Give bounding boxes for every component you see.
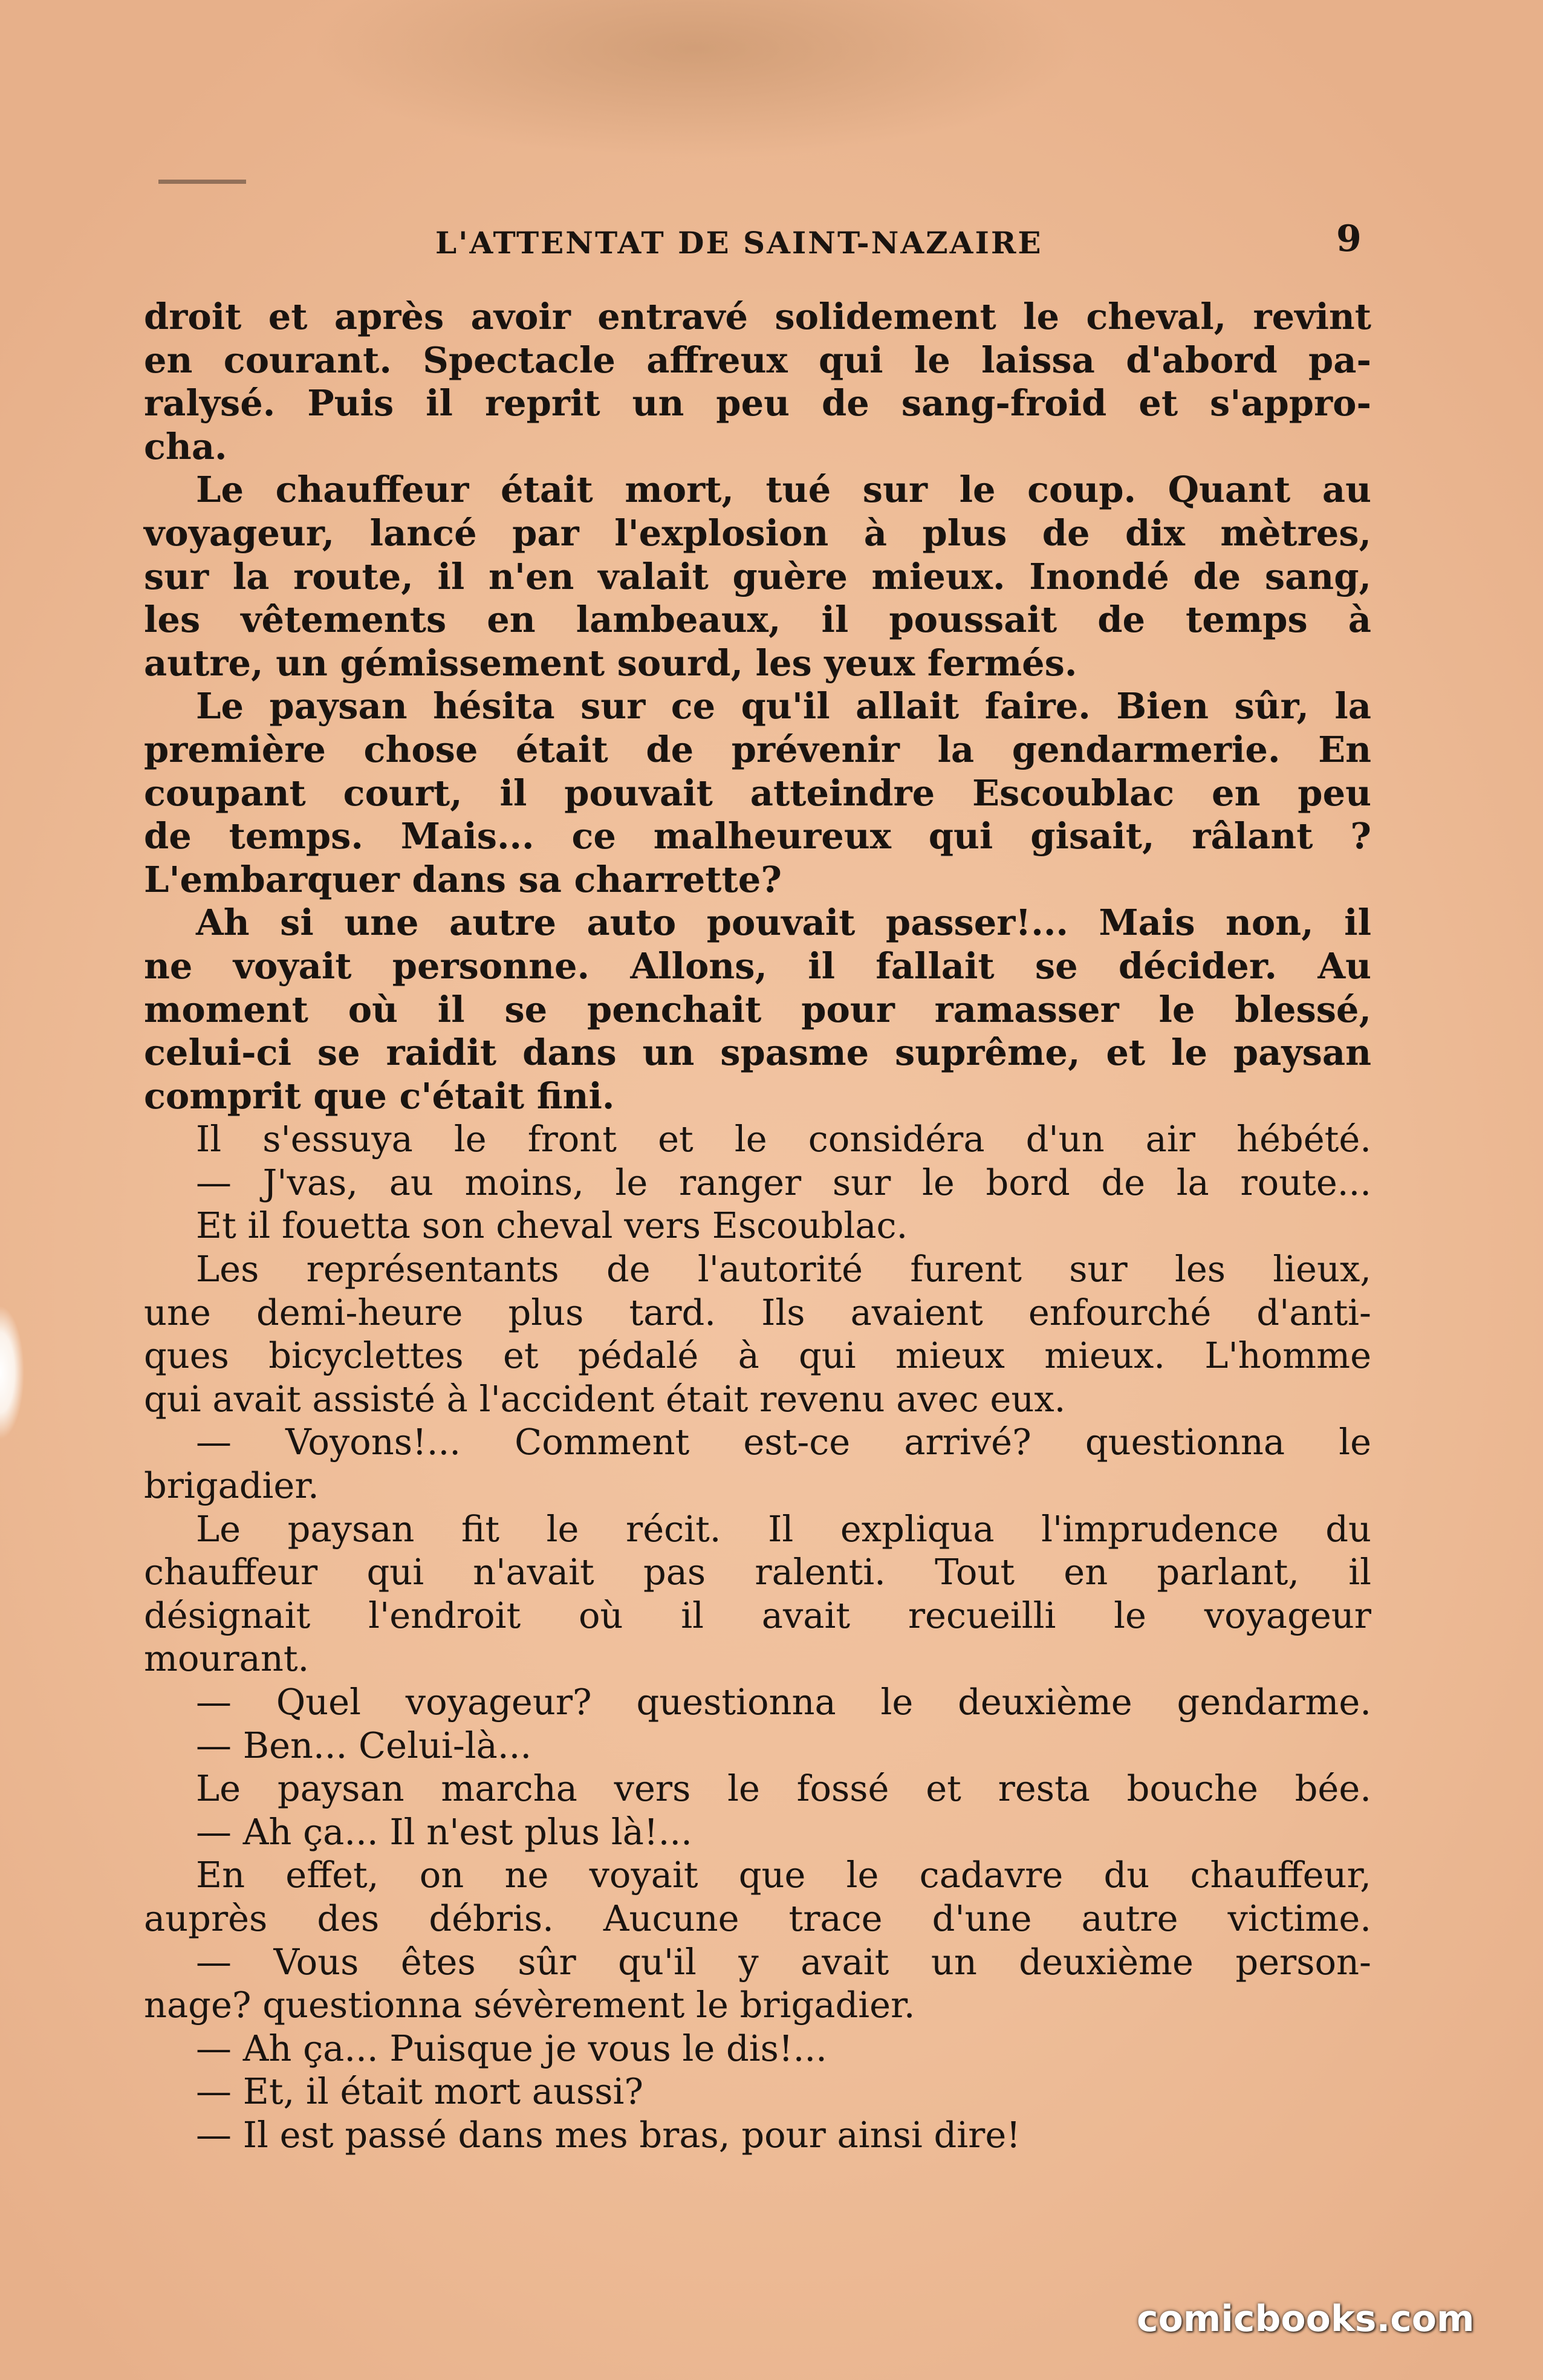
text-line: celui-ci se raidit dans un spasme suprême, et le paysan [144, 1032, 1371, 1074]
text-line: en courant. Spectacle affreux qui le laissa d'abord pa- [144, 339, 1371, 381]
text-line: nage? questionna sévèrement le brigadier. [144, 1984, 915, 2026]
text-line: une demi-heure plus tard. Ils avaient enfourché d'anti- [144, 1291, 1371, 1333]
text-line: Le paysan fit le récit. Il expliqua l'imprudence du [196, 1507, 1371, 1550]
text-line: première chose était de prévenir la gendarmerie. En [144, 728, 1371, 770]
text-line: les vêtements en lambeaux, il poussait de temps à [144, 599, 1371, 641]
text-line: — Voyons!... Comment est-ce arrivé? questionna le [196, 1421, 1371, 1463]
text-line: En effet, on ne voyait que le cadavre du chauffeur, [196, 1854, 1371, 1896]
text-line: Ah si une autre auto pouvait passer!... Mais non, il [196, 902, 1371, 944]
text-line: — Ben... Celui-là... [196, 1724, 532, 1766]
text-line: droit et après avoir entravé solidement le cheval, revint [144, 296, 1371, 337]
text-line: désignait l'endroit où il avait recueilli le voyageur [144, 1594, 1371, 1636]
text-line: — Ah ça... Puisque je vous le dis!... [196, 2027, 827, 2069]
text-line: mourant. [144, 1637, 310, 1680]
watermark: comicbooks.com [1137, 2298, 1475, 2340]
text-line: Le paysan marcha vers le fossé et resta bouche bée. [196, 1767, 1371, 1810]
text-line: qui avait assisté à l'accident était revenu avec eux. [144, 1377, 1066, 1420]
page-number: 9 [1336, 218, 1362, 260]
text-line: brigadier. [144, 1465, 319, 1507]
text-line: — Vous êtes sûr qu'il y avait un deuxième person- [196, 1940, 1371, 1983]
text-line: coupant court, il pouvait atteindre Escoublac en peu [144, 772, 1371, 814]
text-line: sur la route, il n'en valait guère mieux. Inondé de sang, [144, 555, 1371, 597]
text-line: moment où il se penchait pour ramasser le blessé, [144, 988, 1371, 1030]
running-title: L'ATTENTAT DE SAINT-NAZAIRE [435, 225, 1043, 261]
text-line: ralysé. Puis il reprit un peu de sang-froid et s'appro- [144, 382, 1371, 424]
text-line: — Quel voyageur? questionna le deuxième gendarme. [196, 1681, 1371, 1723]
ink-mark [158, 180, 246, 184]
text-line: Le chauffeur était mort, tué sur le coup. Quant au [196, 469, 1371, 511]
text-line: ne voyait personne. Allons, il fallait se décider. Au [144, 945, 1371, 987]
text-line: — Ah ça... Il n'est plus là!... [196, 1810, 692, 1853]
text-line: Les représentants de l'autorité furent sur les lieux, [196, 1248, 1371, 1290]
text-line: L'embarquer dans sa charrette? [144, 858, 782, 900]
text-line: Il s'essuya le front et le considéra d'un air hébété. [196, 1118, 1371, 1160]
text-line: autre, un gémissement sourd, les yeux fermés. [144, 642, 1077, 684]
text-line: comprit que c'était fini. [144, 1075, 615, 1117]
body-text [144, 295, 1371, 2157]
text-line: ques bicyclettes et pédalé à qui mieux mieux. L'homme [144, 1335, 1371, 1377]
text-line: auprès des débris. Aucune trace d'une autre victime. [144, 1897, 1371, 1939]
text-line: — J'vas, au moins, le ranger sur le bord de la route... [196, 1161, 1371, 1203]
text-line: cha. [144, 425, 227, 467]
text-line: — Et, il était mort aussi? [196, 2070, 644, 2113]
text-line: Le paysan hésita sur ce qu'il allait faire. Bien sûr, la [196, 685, 1371, 727]
text-line: de temps. Mais... ce malheureux qui gisait, râlant ? [144, 815, 1371, 857]
text-line: chauffeur qui n'avait pas ralenti. Tout en parlant, il [144, 1551, 1371, 1593]
text-line: — Il est passé dans mes bras, pour ainsi dire! [196, 2113, 1021, 2156]
text-line: Et il fouetta son cheval vers Escoublac. [196, 1205, 908, 1247]
text-line: voyageur, lancé par l'explosion à plus de dix mètres, [144, 512, 1371, 554]
torn-page-edge [0, 1294, 42, 1451]
